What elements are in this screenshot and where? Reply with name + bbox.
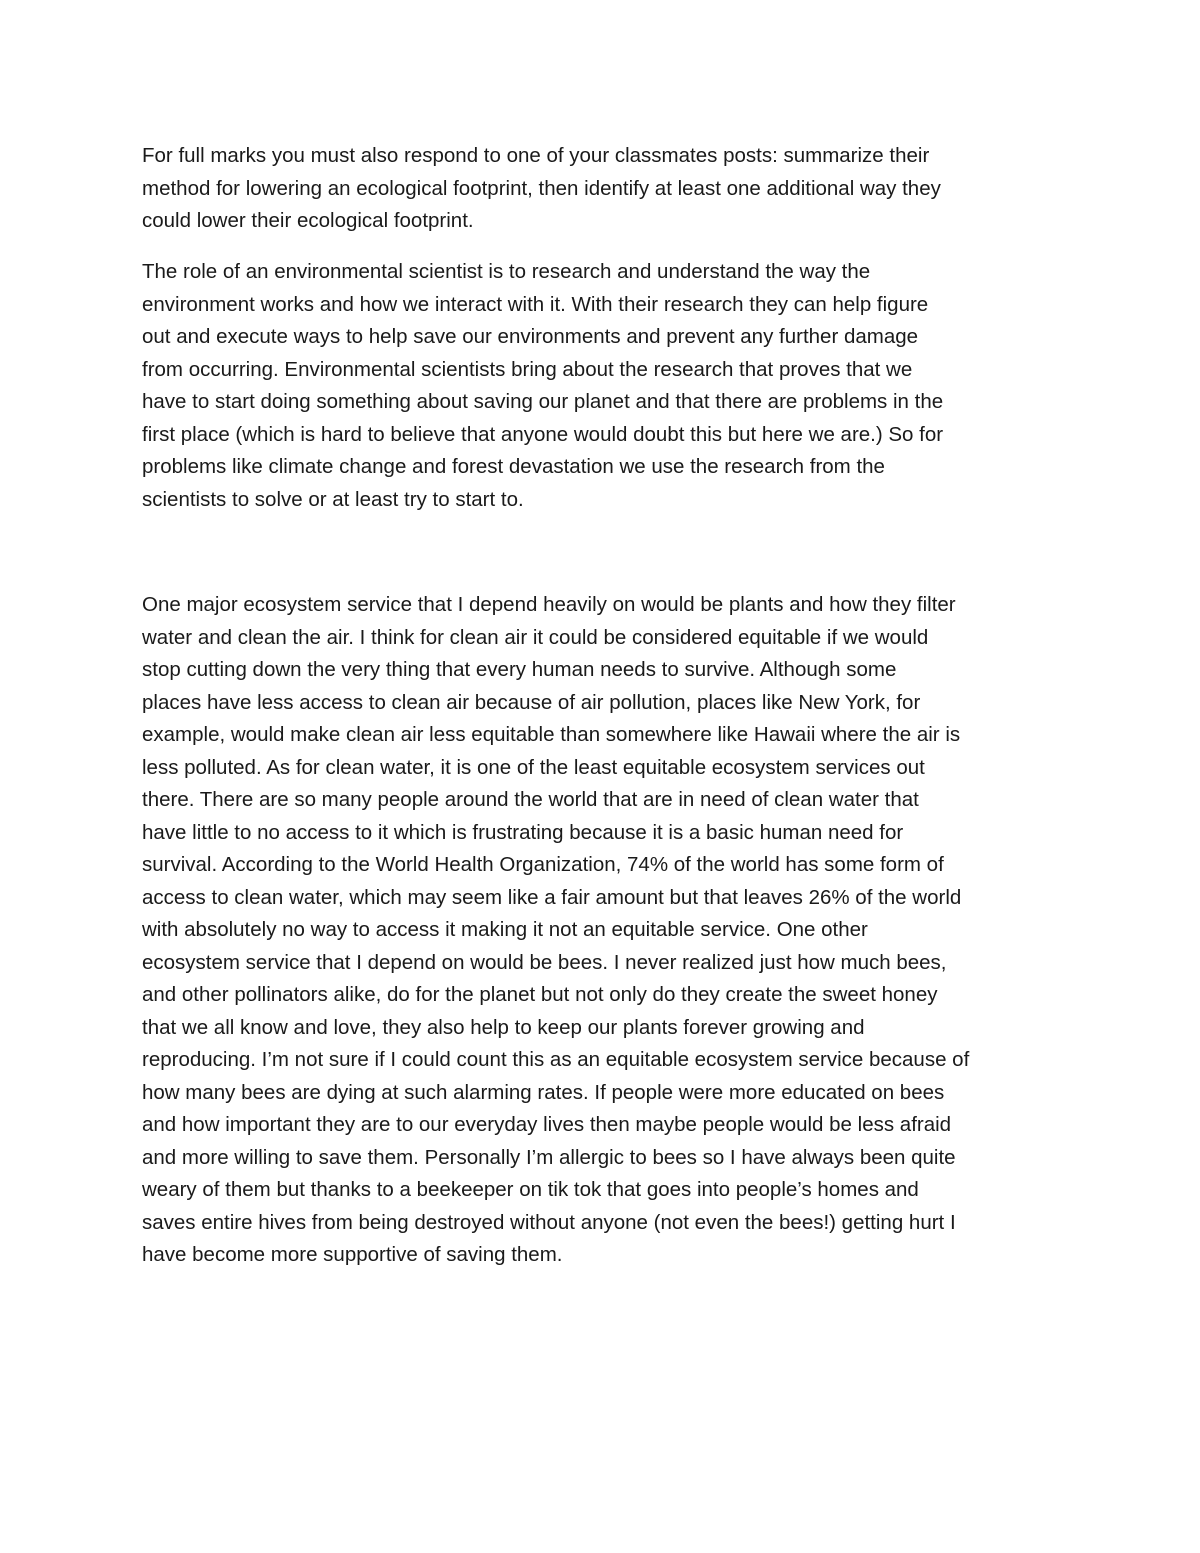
text-line: problems like climate change and forest devastation we use the research from the: [142, 455, 885, 478]
text-line: places have less access to clean air because of air pollution, places like New York, for: [142, 690, 921, 714]
text-line: ecosystem service that I depend on would be bees. I never realized just how much bees,: [142, 950, 947, 974]
text-line: survival. According to the World Health Organization, 74% of the world has some form of: [142, 853, 944, 876]
text-line: and other pollinators alike, do for the planet but not only do they create the sweet honey: [142, 983, 938, 1006]
text-line: from occurring. Environmental scientists bring about the research that proves that we: [142, 357, 913, 381]
paragraph-environmental-scientist: [142, 256, 1062, 516]
text-line: first place (which is hard to believe that anyone would doubt this but here we are.) So for: [142, 422, 944, 446]
text-line: water and clean the air. I think for clean air it could be considered equitable if we would: [142, 625, 929, 649]
text-line: and how important they are to our everyday lives then maybe people would be less afraid: [142, 1113, 952, 1136]
text-line: weary of them but thanks to a beekeeper on tik tok that goes into people’s homes and: [142, 1178, 919, 1201]
text-line: that we all know and love, they also help to keep our plants forever growing and: [142, 1015, 865, 1039]
text-line: less polluted. As for clean water, it is one of the least equitable ecosystem services out: [142, 755, 925, 779]
text-line: there. There are so many people around the world that are in need of clean water that: [142, 788, 919, 811]
text-line: saves entire hives from being destroyed without anyone (not even the bees!) getting hurt I: [142, 1210, 956, 1234]
text-line: stop cutting down the very thing that every human needs to survive. Although some: [142, 658, 897, 681]
text-line: scientists to solve or at least try to start to.: [142, 487, 524, 511]
text-line: One major ecosystem service that I depend heavily on would be plants and how they filter: [142, 593, 956, 616]
text-line: environment works and how we interact with it. With their research they can help figure: [142, 292, 929, 316]
text-line: example, would make clean air less equitable than somewhere like Hawaii where the air is: [142, 723, 961, 746]
text-line: For full marks you must also respond to one of your classmates posts: summarize their: [142, 144, 930, 167]
paragraph-ecosystem-services: [142, 589, 1062, 1272]
text-line: access to clean water, which may seem like a fair amount but that leaves 26% of the world: [142, 885, 962, 909]
text-line: out and execute ways to help save our environments and prevent any further damage: [142, 325, 919, 348]
text-line: method for lowering an ecological footprint, then identify at least one additional way they: [142, 176, 941, 200]
text-line: reproducing. I’m not sure if I could count this as an equitable ecosystem service because of: [142, 1048, 970, 1071]
text-line: have to start doing something about saving our planet and that there are problems in the: [142, 390, 944, 413]
text-line: have become more supportive of saving them.: [142, 1243, 563, 1266]
text-line: could lower their ecological footprint.: [142, 209, 474, 232]
text-line: have little to no access to it which is frustrating because it is a basic human need for: [142, 820, 904, 844]
text-line: with absolutely no way to access it making it not an equitable service. One other: [142, 918, 868, 941]
paragraph-instructions: [142, 140, 1062, 238]
text-line: The role of an environmental scientist is to research and understand the way the: [142, 260, 871, 283]
text-line: and more willing to save them. Personally I’m allergic to bees so I have always been quite: [142, 1145, 956, 1169]
text-line: how many bees are dying at such alarming rates. If people were more educated on bees: [142, 1080, 945, 1104]
